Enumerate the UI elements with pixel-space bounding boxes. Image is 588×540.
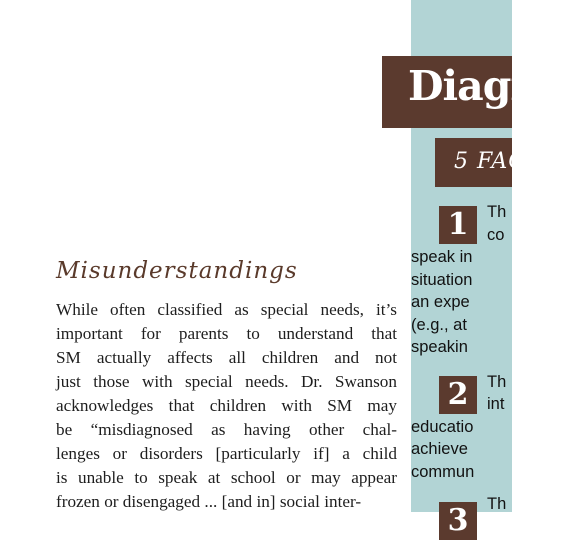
fact-number-badge: 1 xyxy=(439,206,477,244)
fact-text-line: Th xyxy=(487,373,507,391)
article-paragraph xyxy=(56,298,397,514)
fact-text-line: Th xyxy=(487,495,507,513)
paragraph-line: lenges or disorders [particularly if] a child xyxy=(56,444,397,463)
sidebar-subtitle: 5 FAC xyxy=(454,149,527,174)
facts-subtitle-banner xyxy=(435,138,527,187)
fact-text-line: situation xyxy=(411,271,473,289)
fact-text-line: educatio xyxy=(411,418,474,436)
fact-text-line: (e.g., at xyxy=(411,316,467,334)
paragraph-line: acknowledges that children with SM may xyxy=(56,396,397,415)
fact-text-line: speakin xyxy=(411,338,468,356)
fact-text-line: commun xyxy=(411,463,475,481)
paragraph-line: just those with special needs. Dr. Swanson xyxy=(56,372,397,391)
fact-number-badge: 3 xyxy=(439,502,477,540)
fact-number-badge: 2 xyxy=(439,376,477,414)
sidebar-title: Diagnos xyxy=(408,62,588,110)
paragraph-line: While often classified as special needs, it’s xyxy=(56,300,397,319)
fact-text-line: int xyxy=(487,395,505,413)
fact-text-line: co xyxy=(487,226,505,244)
paragraph-line: SM actually affects all children and not xyxy=(56,348,397,367)
fact-text-line: speak in xyxy=(411,248,473,266)
fact-text-line: Th xyxy=(487,203,507,221)
paragraph-line: important for parents to understand that xyxy=(56,324,397,343)
paragraph-line: frozen or disengaged ... [and in] social inter- xyxy=(56,492,362,511)
title-banner xyxy=(382,56,588,128)
section-heading: Misunderstandings xyxy=(56,258,298,284)
paragraph-line: is unable to speak at school or may appear xyxy=(56,468,397,487)
paragraph-line: be “misdiagnosed as having other chal- xyxy=(56,420,397,439)
fact-text-line: an expe xyxy=(411,293,470,311)
fact-text-line: achieve xyxy=(411,440,468,458)
